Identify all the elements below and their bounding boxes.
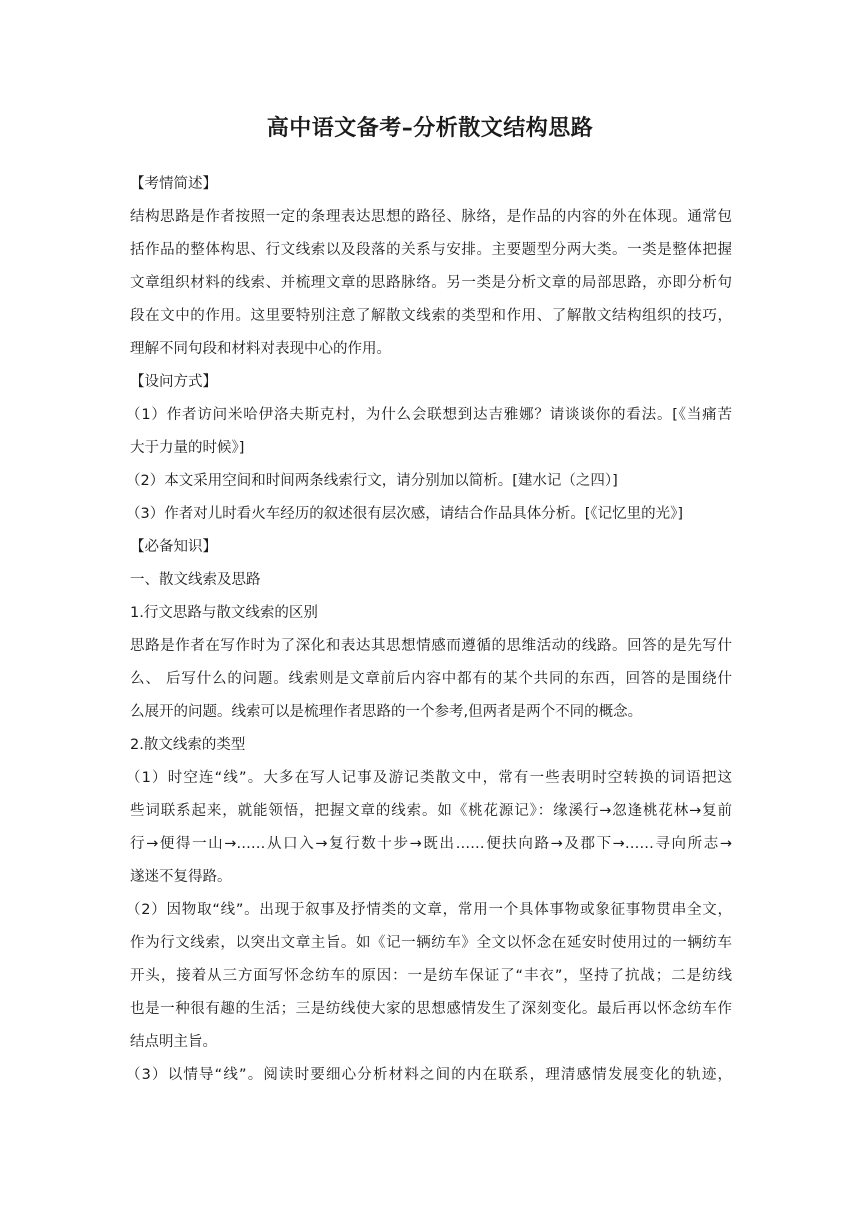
section-heading-bibei: 【必备知识】 bbox=[130, 539, 217, 555]
text-line: 文章组织材料的线索、并梳理文章的思路脉络。另一类是分析文章的局部思路，亦即分析句 bbox=[130, 275, 732, 291]
text-line: 遂迷不复得路。 bbox=[130, 869, 232, 885]
text-line: 些词联系起来，就能领悟，把握文章的线索。如《桃花源记》：缘溪行→忽逢桃花林→复前 bbox=[130, 803, 732, 819]
text-line: 行→便得一山→……从口入→复行数十步→既出……便扶向路→及郡下→……寻向所志→ bbox=[130, 836, 732, 852]
paragraph-type-3 bbox=[126, 1059, 732, 1092]
text-line: 么、 后写什么的问题。线索则是文章前后内容中都有的某个共同的东西，回答的是围绕什 bbox=[130, 671, 732, 687]
text-line: 也是一种很有趣的生活；三是纺线使大家的思想感情发生了深刻变化。最后再以怀念纺车作 bbox=[130, 1001, 732, 1017]
section-heading-shewen: 【设问方式】 bbox=[130, 374, 217, 390]
text-line: 思路是作者在写作时为了深化和表达其思想情感而遵循的思维活动的线路。回答的是先写什 bbox=[130, 638, 732, 654]
page-title: 高中语文备考–分析散文结构思路 bbox=[266, 116, 594, 141]
text-line: 开头，接着从三方面写怀念纺车的原因：一是纺车保证了“丰衣”，坚持了抗战；二是纺线 bbox=[130, 968, 732, 984]
text-line: （3）以情导“线”。阅读时要细心分析材料之间的内在联系，理清感情发展变化的轨迹， bbox=[126, 1067, 732, 1083]
paragraph-type-1 bbox=[126, 762, 732, 894]
subheading-1-2: 2.散文线索的类型 bbox=[130, 737, 246, 753]
paragraph-silu bbox=[130, 630, 732, 729]
text-line: 括作品的整体构思、行文线索以及段落的关系与安排。主要题型分两大类。一类是整体把握 bbox=[130, 242, 732, 258]
text-line: 大于力量的时候》] bbox=[130, 440, 245, 456]
paragraph-type-2 bbox=[126, 894, 732, 1059]
text-line: 段在文中的作用。这里要特别注意了解散文线索的类型和作用、了解散文结构组织的技巧， bbox=[130, 308, 732, 324]
document-body bbox=[126, 168, 732, 1092]
text-line: （1）作者访问米哈伊洛夫斯克村，为什么会联想到达吉雅娜？请谈谈你的看法。[《当痛苦 bbox=[126, 407, 732, 423]
question-1 bbox=[126, 399, 732, 465]
subheading-1: 一、散文线索及思路 bbox=[130, 572, 261, 588]
text-line: （1）时空连“线”。大多在写人记事及游记类散文中，常有一些表明时空转换的词语把这 bbox=[126, 770, 732, 786]
text-line: 理解不同句段和材料对表现中心的作用。 bbox=[130, 341, 391, 357]
text-line: 么展开的问题。线索可以是梳理作者思路的一个参考,但两者是两个不同的概念。 bbox=[130, 704, 643, 720]
question-3: （3）作者对儿时看火车经历的叙述很有层次感，请结合作品具体分析。[《记忆里的光》] bbox=[126, 506, 684, 522]
text-line: 作为行文线索，以突出文章主旨。如《记一辆纺车》全文以怀念在延安时使用过的一辆纺车 bbox=[130, 935, 732, 951]
paragraph-kaoqing bbox=[130, 201, 732, 366]
text-line: （2）因物取“线”。出现于叙事及抒情类的文章，常用一个具体事物或象征事物贯串全文， bbox=[126, 902, 732, 918]
question-2: （2）本文采用空间和时间两条线索行文，请分别加以简析。[建水记（之四）] bbox=[126, 473, 618, 489]
text-line: 结构思路是作者按照一定的条理表达思想的路径、脉络，是作品的内容的外在体现。通常包 bbox=[130, 209, 732, 225]
section-heading-kaoqing: 【考情简述】 bbox=[130, 176, 217, 192]
text-line: 结点明主旨。 bbox=[130, 1034, 217, 1050]
subheading-1-1: 1.行文思路与散文线索的区别 bbox=[130, 605, 318, 621]
